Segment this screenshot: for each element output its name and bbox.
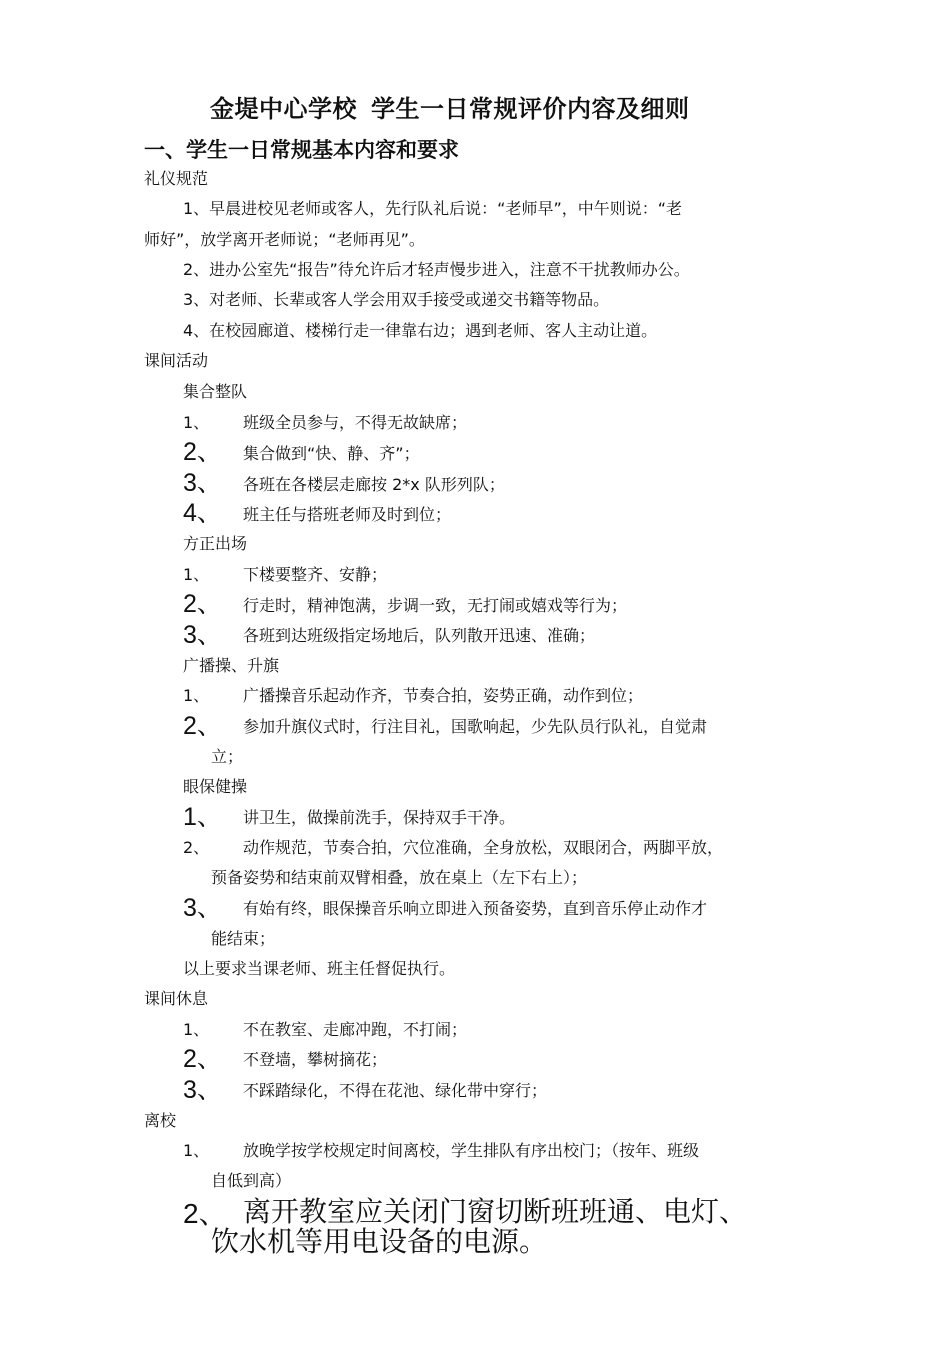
- category-break-time: 课间休息: [144, 989, 209, 1008]
- list-item: 参加升旗仪式时，行注目礼，国歌响起，少先队员行队礼，自觉肃: [243, 717, 708, 736]
- etiquette-item-1-cont: 师好”，放学离开老师说；“老师再见”。: [144, 230, 425, 249]
- subheading-assembly: 集合整队: [183, 382, 248, 401]
- item-number: 2、: [183, 1045, 222, 1073]
- category-class-activity: 课间活动: [144, 351, 209, 370]
- item-number: 1、: [183, 565, 210, 584]
- item-number: 2、: [183, 1198, 227, 1229]
- item-number: 1、: [183, 686, 210, 705]
- list-item: 广播操音乐起动作齐，节奏合拍，姿势正确，动作到位；: [243, 686, 644, 705]
- subheading-exercise: 广播操、升旗: [183, 656, 280, 675]
- item-number: 1、: [183, 1141, 210, 1160]
- list-item: 离开教室应关闭门窗切断班班通、电灯、: [243, 1195, 748, 1228]
- list-item: 下楼要整齐、安静；: [243, 565, 388, 584]
- list-item: 讲卫生，做操前洗手，保持双手干净。: [243, 808, 516, 827]
- subheading-formation: 方正出场: [183, 534, 248, 553]
- item-number: 3、: [183, 621, 222, 649]
- list-item-cont: 饮水机等用电设备的电源。: [211, 1225, 548, 1258]
- item-number: 3、: [183, 894, 222, 922]
- list-item: 动作规范，节奏合拍，穴位准确，全身放松，双眼闭合，两脚平放，: [243, 838, 724, 857]
- category-etiquette: 礼仪规范: [144, 169, 209, 188]
- list-item: 班级全员参与，不得无故缺席；: [243, 413, 468, 432]
- title-subject: 学生一日常规评价内容及细则: [371, 95, 690, 123]
- list-item: 不在教室、走廊冲跑，不打闹；: [243, 1020, 468, 1039]
- list-item-cont: 自低到高）: [211, 1171, 292, 1190]
- item-number: 2、: [183, 838, 210, 857]
- list-item: 集合做到“快、静、齐”；: [243, 444, 420, 463]
- item-number: 1、: [183, 803, 222, 831]
- etiquette-item-1: 1、早晨进校见老师或客人，先行队礼后说：“老师早”，中午则说：“老: [183, 199, 683, 218]
- list-item-cont: 能结束；: [211, 929, 276, 948]
- item-number: 4、: [183, 499, 222, 527]
- list-item: 不登墙，攀树摘花；: [243, 1050, 388, 1069]
- list-item: 有始有终，眼保操音乐响立即进入预备姿势，直到音乐停止动作才: [243, 899, 708, 918]
- item-number: 2、: [183, 590, 222, 618]
- etiquette-item-2: 2、进办公室先“报告”待允许后才轻声慢步进入，注意不干扰教师办公。: [183, 260, 690, 279]
- list-item: 各班到达班级指定场地后，队列散开迅速、准确；: [243, 626, 596, 645]
- item-number: 2、: [183, 438, 222, 466]
- list-item: 各班在各楼层走廊按 2*x 队形列队；: [243, 475, 505, 494]
- item-number: 3、: [183, 1076, 222, 1104]
- list-item: 行走时，精神饱满，步调一致，无打闹或嬉戏等行为；: [243, 596, 628, 615]
- list-item-cont: 立；: [211, 747, 244, 766]
- document-title: [210, 97, 690, 121]
- item-number: 1、: [183, 1020, 210, 1039]
- list-item-cont: 预备姿势和结束前双臂相叠，放在桌上（左下右上）；: [211, 868, 588, 887]
- etiquette-item-3: 3、对老师、长辈或客人学会用双手接受或递交书籍等物品。: [183, 290, 610, 309]
- item-number: 1、: [183, 413, 210, 432]
- item-number: 2、: [183, 712, 222, 740]
- subheading-eye-exercise: 眼保健操: [183, 777, 248, 796]
- list-item: 班主任与搭班老师及时到位；: [243, 505, 452, 524]
- list-item: 不踩踏绿化，不得在花池、绿化带中穿行；: [243, 1081, 548, 1100]
- section-heading: 一、学生一日常规基本内容和要求: [144, 138, 459, 162]
- list-item: 放晚学按学校规定时间离校，学生排队有序出校门；（按年、班级: [243, 1141, 700, 1160]
- supervision-note: 以上要求当课老师、班主任督促执行。: [183, 959, 456, 978]
- etiquette-item-4: 4、在校园廊道、楼梯行走一律靠右边；遇到老师、客人主动让道。: [183, 321, 658, 340]
- school-name: 金堤中心学校: [210, 95, 357, 123]
- item-number: 3、: [183, 469, 222, 497]
- category-leaving: 离校: [144, 1111, 177, 1130]
